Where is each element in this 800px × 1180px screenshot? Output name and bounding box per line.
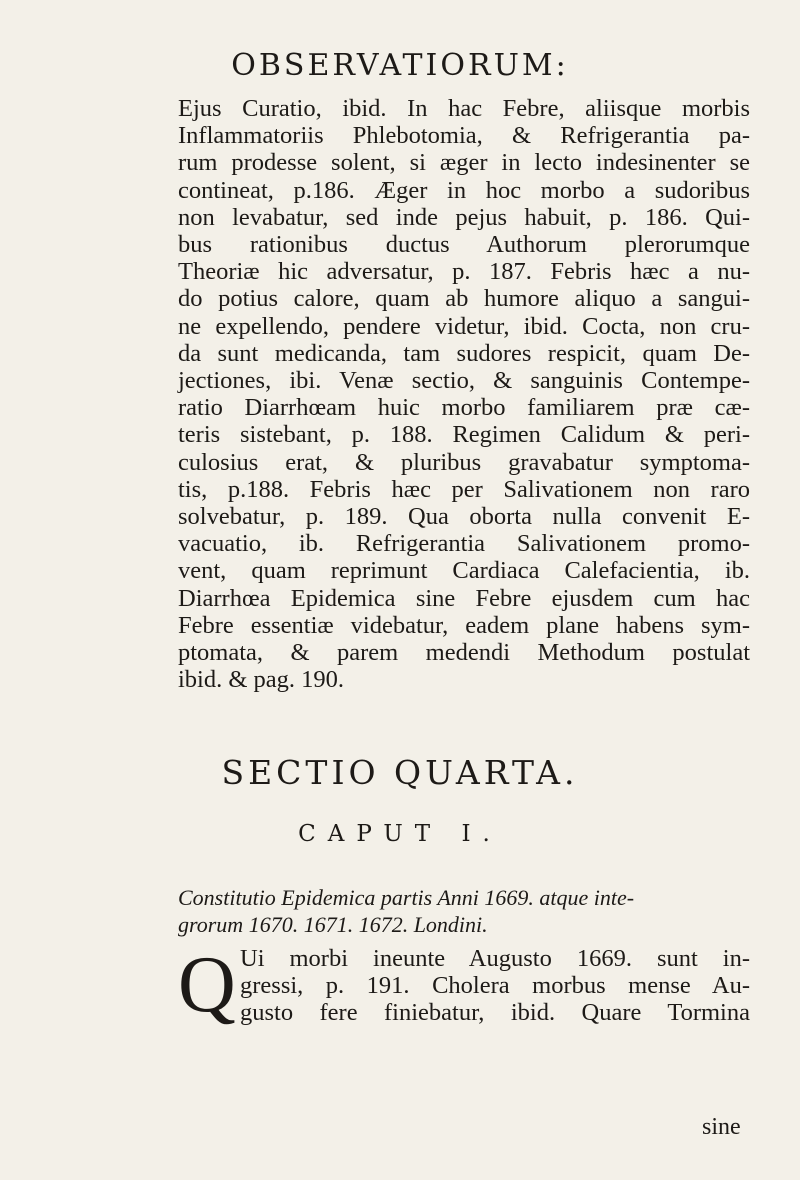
text-line: bus rationibus ductus Authorum plerorumque — [178, 231, 750, 259]
text-line: ne expellendo, pendere videtur, ibid. Cocta, non cru- — [178, 312, 750, 340]
text-line: ibid. & pag. 190. — [178, 666, 345, 694]
drop-cap: Q — [178, 941, 236, 1029]
subtitle-line: grorum 1670. 1671. 1672. Londini. — [178, 912, 488, 937]
section-title: SECTIO QUARTA. — [221, 753, 579, 792]
text-line: ratio Diarrhœam huic morbo familiarem præ cæ- — [178, 394, 750, 422]
text-line: non levabatur, sed inde pejus habuit, p. 186. Qui- — [178, 203, 750, 231]
text-line: ptomata, & parem medendi Methodum postulat — [178, 639, 750, 667]
running-head: OBSERVATIORUM: — [231, 48, 569, 83]
text-line: gusto fere finiebatur, ibid. Quare Tormina — [240, 999, 750, 1027]
index-paragraph — [178, 95, 750, 693]
text-line: Febre essentiæ videbatur, eadem plane habens sym- — [178, 611, 750, 639]
text-line: solvebatur, p. 189. Qua oborta nulla convenit E- — [178, 503, 750, 531]
text-line: jectiones, ibi. Venæ sectio, & sanguinis Contempe- — [178, 367, 750, 395]
text-line: Ejus Curatio, ibid. In hac Febre, aliisque morbis — [178, 95, 750, 122]
text-line: rum prodesse solent, si æger in lecto indesinenter se — [178, 149, 750, 177]
text-line: gressi, p. 191. Cholera morbus mense Au- — [240, 972, 750, 1000]
chapter-subtitle — [178, 884, 750, 938]
chapter-title: CAPUT I. — [298, 821, 502, 847]
text-line: da sunt medicanda, tam sudores respicit, quam De- — [178, 339, 750, 367]
text-line: teris sistebant, p. 188. Regimen Calidum & peri- — [178, 421, 750, 449]
text-line: tis, p.188. Febris hæc per Salivationem non raro — [178, 475, 750, 503]
chapter-paragraph — [178, 941, 750, 1029]
text-line: do potius calore, quam ab humore aliquo a sangui- — [178, 285, 750, 313]
text-line: Diarrhœa Epidemica sine Febre ejusdem cum hac — [178, 584, 750, 612]
text-line: vacuatio, ib. Refrigerantia Salivationem promo- — [178, 530, 750, 558]
subtitle-line: Constitutio Epidemica partis Anni 1669. atque inte- — [178, 885, 635, 910]
text-line: Inflammatoriis Phlebotomia, & Refrigerantia pa- — [178, 122, 750, 150]
text-line: Theoriæ hic adversatur, p. 187. Febris hæc a nu- — [178, 258, 750, 286]
text-line: Ui morbi ineunte Augusto 1669. sunt in- — [240, 945, 750, 972]
text-line: contineat, p.186. Æger in hoc morbo a sudoribus — [178, 176, 750, 204]
catchword: sine — [702, 1114, 741, 1140]
text-line: vent, quam reprimunt Cardiaca Calefacientia, ib. — [178, 557, 750, 585]
text-line: culosius erat, & pluribus gravabatur symptoma- — [178, 448, 750, 476]
